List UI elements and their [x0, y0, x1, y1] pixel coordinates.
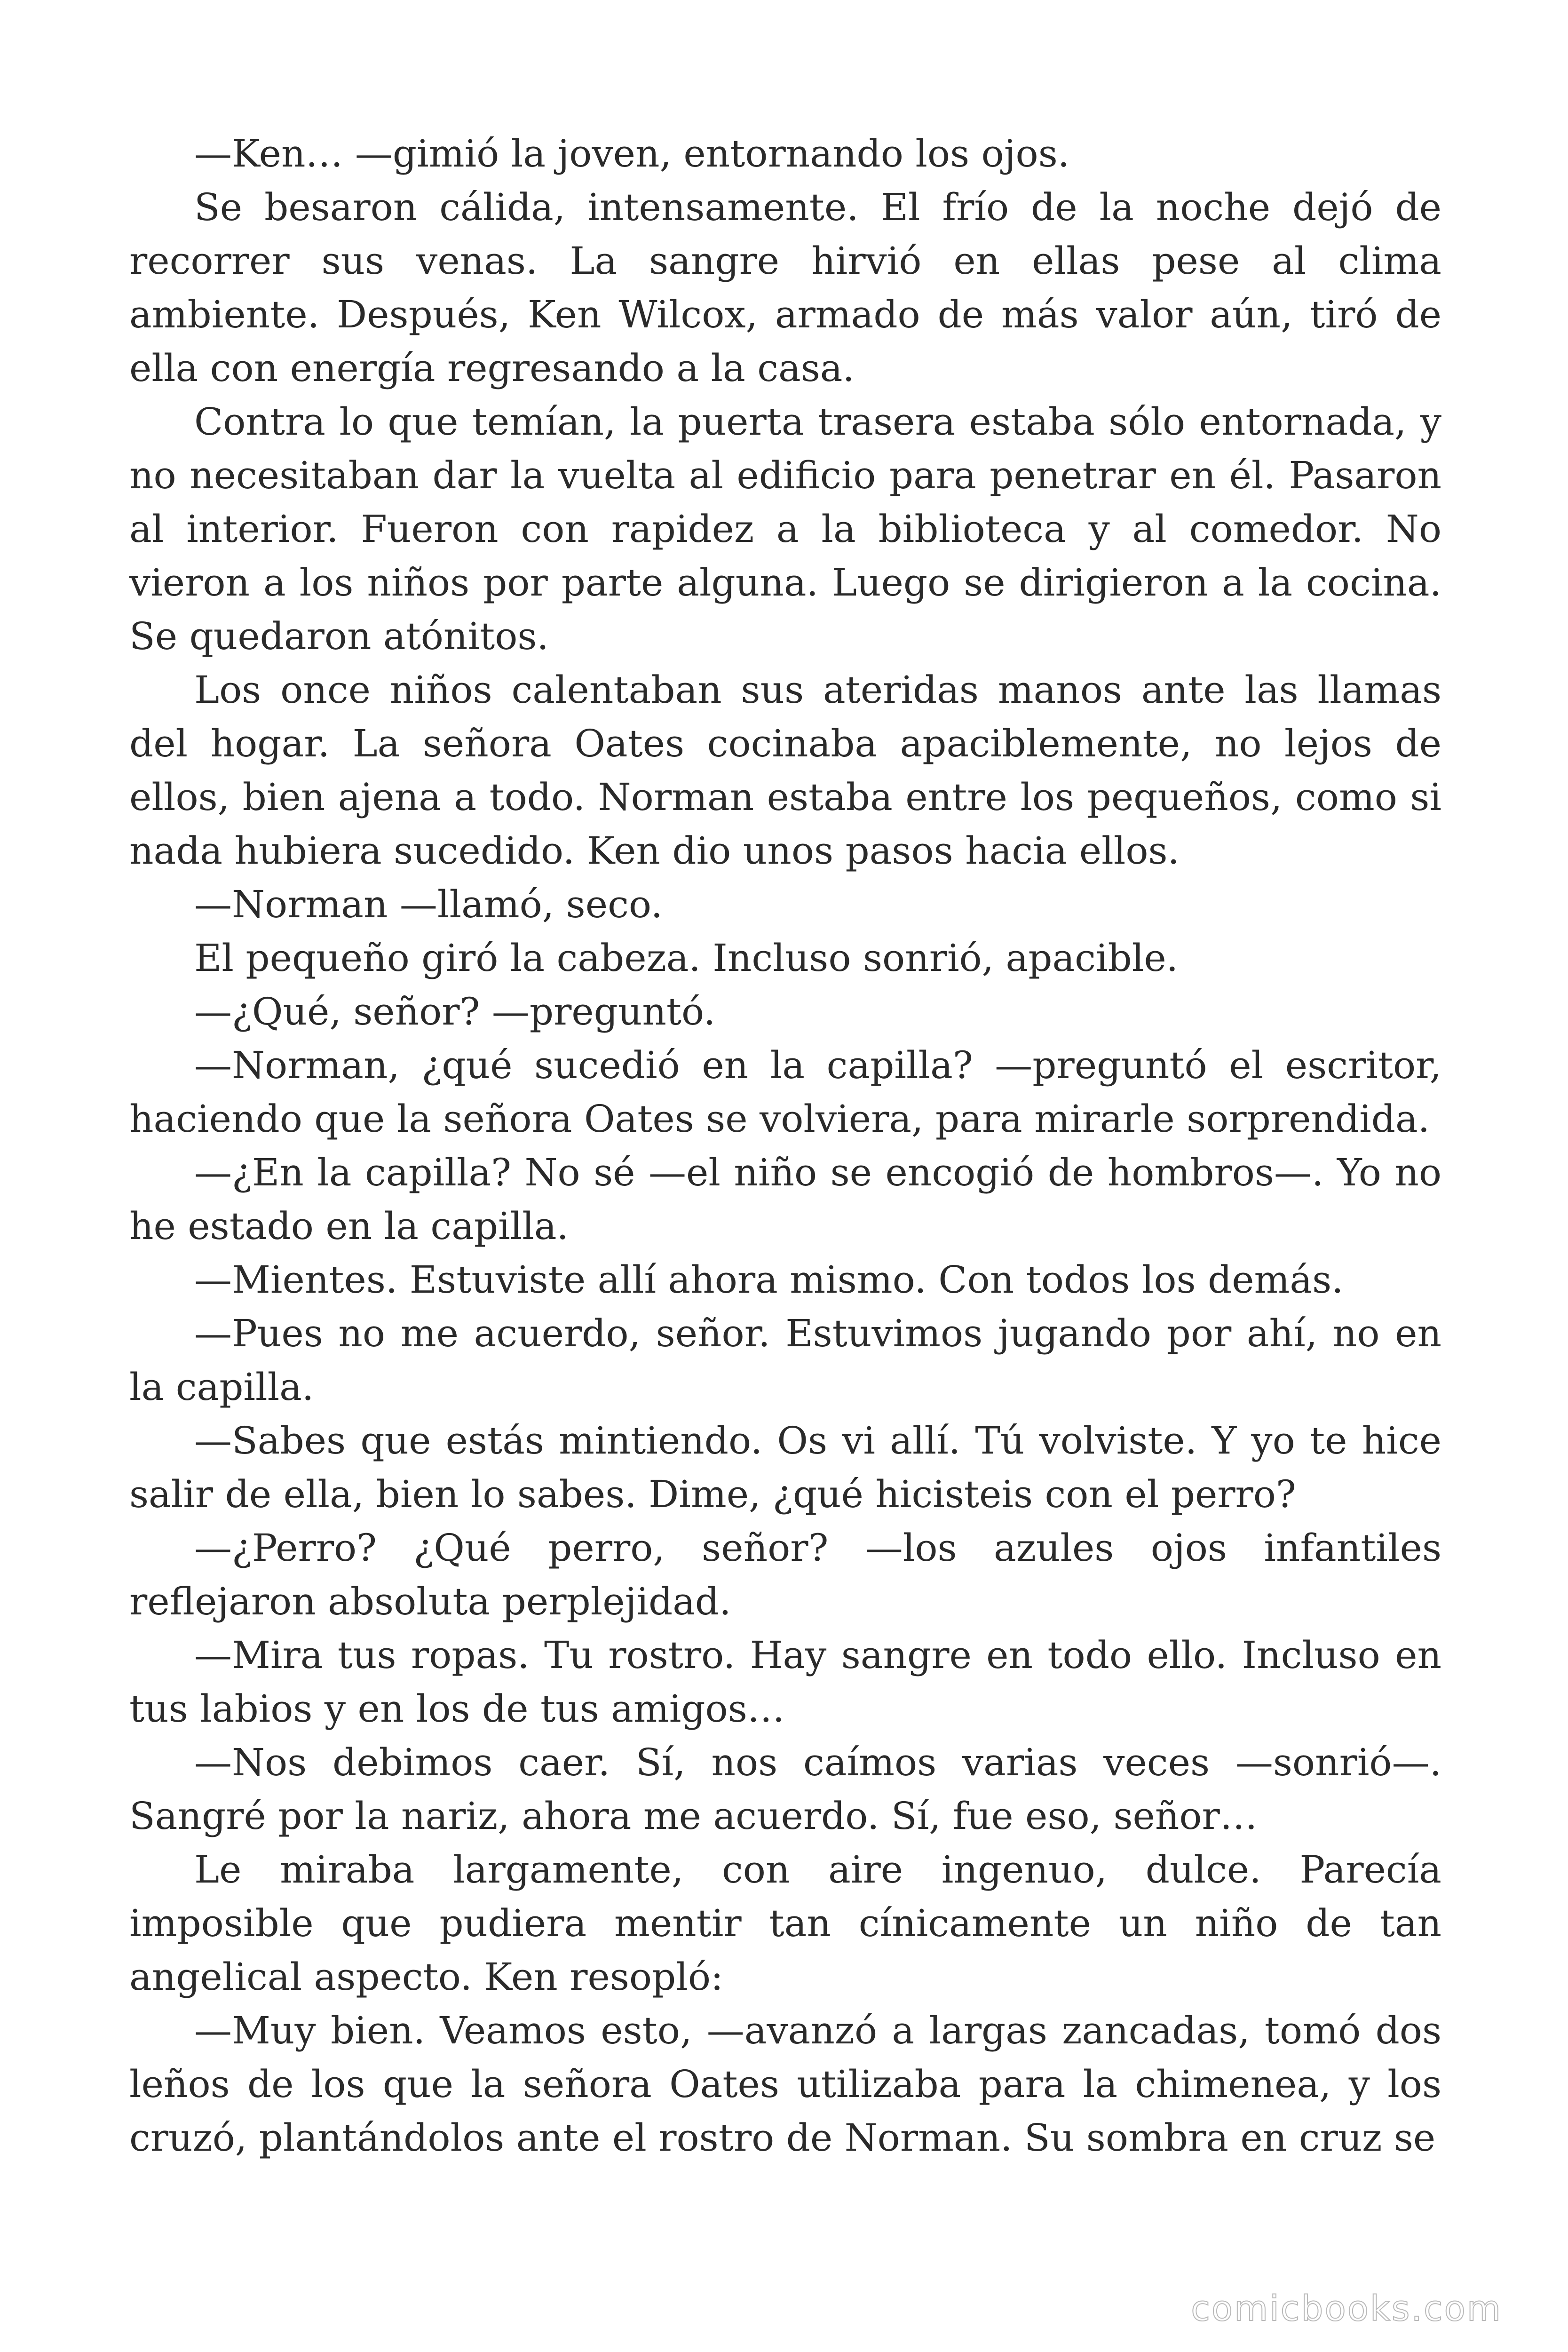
- paragraph-13: —¿Perro? ¿Qué perro, señor? —los azules ojos infantiles reflejaron absoluta perplejidad.: [129, 1526, 1441, 1623]
- paragraph-14: —Mira tus ropas. Tu rostro. Hay sangre en todo ello. Incluso en tus labios y en los de tus amigos…: [129, 1633, 1441, 1731]
- paragraph-16: Le miraba largamente, con aire ingenuo, dulce. Parecía imposible que pudiera mentir tan cínicamente un niño de tan angelical aspecto. Ken resopló:: [129, 1848, 1441, 1999]
- paragraph-9: —¿En la capilla? No sé —el niño se encogió de hombros—. Yo no he estado en la capilla.: [129, 1151, 1441, 1248]
- paragraph-2: Se besaron cálida, intensamente. El frío de la noche dejó de recorrer sus venas. La sangre hirvió en ellas pese al clima ambiente. Después, Ken Wilcox, armado de más valor aún, tiró de ella con energía regresando a la casa.: [129, 185, 1441, 390]
- paragraph-17: —Muy bien. Veamos esto, —avanzó a largas zancadas, tomó dos leños de los que la señora Oates utilizaba para la chimenea, y los cruzó, plantándolos ante el rostro de Norman. Su sombra en cruz se: [129, 2009, 1441, 2160]
- watermark-text: comicbooks.com: [1191, 2288, 1502, 2329]
- paragraph-15: —Nos debimos caer. Sí, nos caímos varias veces —sonrió—. Sangré por la nariz, ahora me acuerdo. Sí, fue eso, señor…: [129, 1740, 1441, 1838]
- paragraph-5: —Norman —llamó, seco.: [194, 882, 663, 926]
- page-body-text: [129, 127, 1441, 2165]
- paragraph-8: —Norman, ¿qué sucedió en la capilla? —preguntó el escritor, haciendo que la señora Oates se volviera, para mirarle sorprendida.: [129, 1043, 1441, 1141]
- paragraph-7: —¿Qué, señor? —preguntó.: [194, 990, 716, 1033]
- paragraph-12: —Sabes que estás mintiendo. Os vi allí. Tú volviste. Y yo te hice salir de ella, bien lo sabes. Dime, ¿qué hicisteis con el perro?: [129, 1419, 1441, 1516]
- paragraph-6: El pequeño giró la cabeza. Incluso sonrió, apacible.: [194, 936, 1179, 980]
- paragraph-3: Contra lo que temían, la puerta trasera estaba sólo entornada, y no necesitaban dar la vuelta al edificio para penetrar en él. Pasaron al interior. Fueron con rapidez a la biblioteca y al comedor. No vieron a los niños por parte alguna. Luego se dirigieron a la cocina. Se quedaron atónitos.: [129, 400, 1441, 658]
- paragraph-4: Los once niños calentaban sus ateridas manos ante las llamas del hogar. La señora Oates cocinaba apaciblemente, no lejos de ellos, bien ajena a todo. Norman estaba entre los pequeños, como si nada hubiera sucedido. Ken dio unos pasos hacia ellos.: [129, 668, 1441, 873]
- paragraph-1: —Ken… —gimió la joven, entornando los ojos.: [194, 132, 1070, 175]
- paragraph-11: —Pues no me acuerdo, señor. Estuvimos jugando por ahí, no en la capilla.: [129, 1311, 1441, 1409]
- paragraph-10: —Mientes. Estuviste allí ahora mismo. Con todos los demás.: [194, 1258, 1344, 1302]
